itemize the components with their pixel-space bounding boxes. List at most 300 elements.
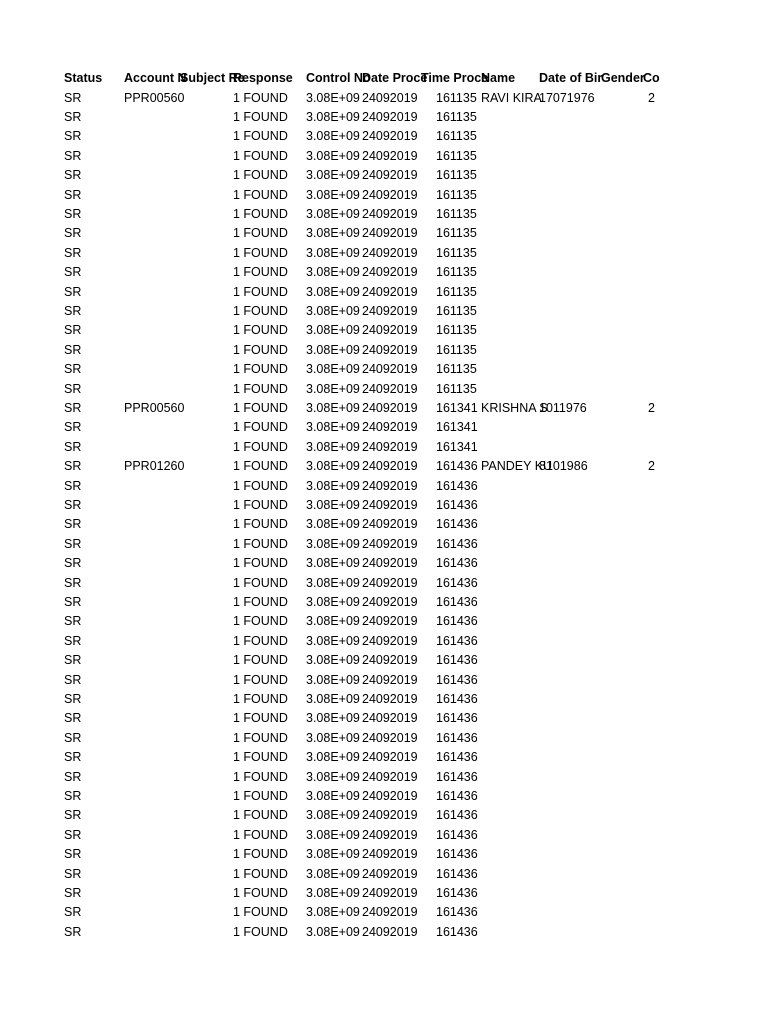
cell-control: 3.08E+09 <box>306 614 360 629</box>
cell-name <box>481 865 537 884</box>
cell-response: 1 FOUND <box>233 420 288 435</box>
cell-dob <box>539 321 601 340</box>
cell-response: 1 FOUND <box>233 265 288 280</box>
cell-date: 24092019 <box>362 362 418 377</box>
cell-control: 3.08E+09 <box>306 556 360 571</box>
table-row <box>0 690 768 709</box>
cell-response: 1 FOUND <box>233 536 288 551</box>
cell-response: 1 FOUND <box>233 730 288 745</box>
cell-account <box>124 923 180 942</box>
cell-co: 2 <box>648 459 655 474</box>
cell-status: SR <box>64 924 82 939</box>
table-row <box>0 651 768 670</box>
cell-name <box>481 690 537 709</box>
table-row <box>0 496 768 515</box>
cell-dob <box>539 108 601 127</box>
cell-control: 3.08E+09 <box>306 866 360 881</box>
cell-time: 161436 <box>436 633 478 648</box>
cell-date: 24092019 <box>362 808 418 823</box>
cell-name <box>481 321 537 340</box>
cell-date: 24092019 <box>362 614 418 629</box>
cell-account <box>124 671 180 690</box>
cell-date: 24092019 <box>362 653 418 668</box>
cell-co <box>648 283 660 302</box>
cell-date: 24092019 <box>362 381 418 396</box>
cell-date: 24092019 <box>362 478 418 493</box>
table-row <box>0 399 768 418</box>
cell-account: PPR00560 <box>124 90 185 105</box>
cell-time: 161436 <box>436 653 478 668</box>
cell-dob <box>539 632 601 651</box>
cell-date: 24092019 <box>362 827 418 842</box>
cell-dob <box>539 341 601 360</box>
cell-time: 161135 <box>436 284 477 299</box>
cell-name <box>481 923 537 942</box>
cell-time: 161135 <box>436 304 477 318</box>
cell-status: SR <box>64 575 82 590</box>
cell-name <box>481 787 537 806</box>
cell-date: 24092019 <box>362 924 418 939</box>
cell-name <box>481 186 537 205</box>
cell-date: 24092019 <box>362 769 418 784</box>
cell-response: 1 FOUND <box>233 168 288 183</box>
cell-account <box>124 360 180 379</box>
cell-date: 24092019 <box>362 148 418 163</box>
cell-date: 24092019 <box>362 575 418 590</box>
header-status: Status <box>64 71 103 85</box>
table-row <box>0 108 768 127</box>
cell-name <box>481 360 537 379</box>
cell-time: 161341 <box>436 439 478 454</box>
cell-date: 24092019 <box>362 536 418 551</box>
cell-name: KRISHNA S <box>481 401 548 415</box>
cell-response: 1 FOUND <box>233 498 288 512</box>
table-row <box>0 535 768 554</box>
cell-co <box>648 224 660 243</box>
cell-control: 3.08E+09 <box>306 90 360 105</box>
cell-time: 161436 <box>436 672 478 687</box>
table-row <box>0 224 768 243</box>
cell-control: 3.08E+09 <box>306 245 360 260</box>
cell-dob <box>539 729 601 748</box>
cell-status: SR <box>64 207 82 221</box>
cell-control: 3.08E+09 <box>306 924 360 939</box>
cell-date: 24092019 <box>362 420 418 435</box>
cell-name <box>481 302 537 321</box>
cell-control: 3.08E+09 <box>306 148 360 163</box>
cell-response: 1 FOUND <box>233 478 288 493</box>
cell-account <box>124 438 180 457</box>
cell-time: 161135 <box>436 129 477 144</box>
cell-name <box>481 224 537 243</box>
cell-dob <box>539 768 601 787</box>
cell-dob <box>539 535 601 554</box>
cell-status: SR <box>64 129 82 144</box>
cell-time: 161436 <box>436 556 478 571</box>
cell-date: 24092019 <box>362 342 418 357</box>
cell-time: 161436 <box>436 827 478 842</box>
cell-control: 3.08E+09 <box>306 750 360 765</box>
table-row <box>0 127 768 146</box>
cell-status: SR <box>64 556 82 571</box>
cell-name <box>481 418 537 437</box>
cell-name <box>481 806 537 825</box>
cell-date: 24092019 <box>362 750 418 765</box>
cell-status: SR <box>64 90 82 105</box>
cell-dob <box>539 826 601 845</box>
cell-co <box>648 186 660 205</box>
cell-response: 1 FOUND <box>233 633 288 648</box>
cell-co <box>648 748 660 767</box>
cell-account: PPR00560 <box>124 401 185 415</box>
cell-time: 161436 <box>436 866 478 881</box>
cell-time: 161436 <box>436 886 478 900</box>
cell-account <box>124 302 180 321</box>
cell-date: 24092019 <box>362 595 418 609</box>
cell-co <box>648 593 660 612</box>
cell-account <box>124 690 180 709</box>
cell-name <box>481 496 537 515</box>
cell-dob <box>539 671 601 690</box>
cell-status: SR <box>64 536 82 551</box>
cell-status: SR <box>64 245 82 260</box>
cell-co <box>648 845 660 864</box>
cell-control: 3.08E+09 <box>306 420 360 435</box>
cell-dob <box>539 147 601 166</box>
cell-co: 2 <box>648 90 655 105</box>
table-row <box>0 593 768 612</box>
cell-account <box>124 341 180 360</box>
cell-control: 3.08E+09 <box>306 498 360 512</box>
cell-control: 3.08E+09 <box>306 362 360 377</box>
table-row <box>0 283 768 302</box>
cell-name <box>481 768 537 787</box>
cell-control: 3.08E+09 <box>306 789 360 803</box>
cell-name <box>481 903 537 922</box>
cell-time: 161135 <box>436 342 477 357</box>
cell-control: 3.08E+09 <box>306 342 360 357</box>
cell-account <box>124 806 180 825</box>
cell-dob <box>539 205 601 224</box>
cell-co <box>648 244 660 263</box>
cell-dob <box>539 166 601 185</box>
cell-account <box>124 535 180 554</box>
cell-name <box>481 147 537 166</box>
cell-account <box>124 321 180 340</box>
cell-response: 1 FOUND <box>233 148 288 163</box>
cell-date: 24092019 <box>362 245 418 260</box>
table-row <box>0 360 768 379</box>
cell-status: SR <box>64 886 82 900</box>
cell-control: 3.08E+09 <box>306 536 360 551</box>
table-row <box>0 89 768 108</box>
table-row <box>0 826 768 845</box>
table-row <box>0 244 768 263</box>
cell-co <box>648 496 660 515</box>
cell-time: 161436 <box>436 614 478 629</box>
cell-dob <box>539 186 601 205</box>
cell-status: SR <box>64 342 82 357</box>
cell-name <box>481 438 537 457</box>
cell-account <box>124 632 180 651</box>
table-row <box>0 341 768 360</box>
cell-co <box>648 205 660 224</box>
cell-time: 161135 <box>436 245 477 260</box>
cell-co <box>648 826 660 845</box>
cell-control: 3.08E+09 <box>306 847 360 862</box>
cell-name <box>481 341 537 360</box>
cell-control: 3.08E+09 <box>306 187 360 202</box>
cell-time: 161135 <box>436 110 477 124</box>
cell-response: 1 FOUND <box>233 614 288 629</box>
cell-time: 161436 <box>436 750 478 765</box>
cell-status: SR <box>64 226 82 241</box>
cell-name <box>481 845 537 864</box>
cell-co <box>648 729 660 748</box>
cell-response: 1 FOUND <box>233 750 288 765</box>
cell-time: 161135 <box>436 362 477 377</box>
cell-control: 3.08E+09 <box>306 439 360 454</box>
cell-time: 161436 <box>436 789 478 803</box>
cell-date: 24092019 <box>362 401 418 415</box>
cell-co <box>648 438 660 457</box>
cell-control: 3.08E+09 <box>306 381 360 396</box>
cell-control: 3.08E+09 <box>306 517 360 532</box>
cell-co <box>648 574 660 593</box>
cell-status: SR <box>64 323 82 338</box>
table-row <box>0 671 768 690</box>
cell-status: SR <box>64 905 82 920</box>
cell-time: 161341 <box>436 420 478 435</box>
cell-account <box>124 593 180 612</box>
cell-co <box>648 321 660 340</box>
cell-control: 3.08E+09 <box>306 808 360 823</box>
cell-time: 161135 <box>436 207 477 221</box>
cell-name <box>481 205 537 224</box>
cell-response: 1 FOUND <box>233 323 288 338</box>
cell-status: SR <box>64 769 82 784</box>
cell-dob <box>539 127 601 146</box>
cell-status: SR <box>64 304 82 318</box>
cell-time: 161436 <box>436 536 478 551</box>
cell-name <box>481 263 537 282</box>
cell-name <box>481 554 537 573</box>
cell-date: 24092019 <box>362 187 418 202</box>
cell-response: 1 FOUND <box>233 789 288 803</box>
table-row <box>0 554 768 573</box>
cell-response: 1 FOUND <box>233 556 288 571</box>
cell-response: 1 FOUND <box>233 207 288 221</box>
cell-name <box>481 166 537 185</box>
cell-response: 1 FOUND <box>233 595 288 609</box>
cell-date: 24092019 <box>362 226 418 241</box>
cell-status: SR <box>64 827 82 842</box>
cell-name <box>481 671 537 690</box>
header-row <box>0 69 768 88</box>
cell-status: SR <box>64 711 82 726</box>
cell-account <box>124 554 180 573</box>
cell-status: SR <box>64 595 82 609</box>
cell-status: SR <box>64 633 82 648</box>
cell-name <box>481 651 537 670</box>
cell-dob <box>539 593 601 612</box>
cell-response: 1 FOUND <box>233 342 288 357</box>
cell-account <box>124 748 180 767</box>
cell-account <box>124 186 180 205</box>
cell-control: 3.08E+09 <box>306 304 360 318</box>
cell-co <box>648 709 660 728</box>
table-row <box>0 632 768 651</box>
cell-response: 1 FOUND <box>233 459 288 474</box>
table-row <box>0 768 768 787</box>
cell-date: 24092019 <box>362 517 418 532</box>
cell-date: 24092019 <box>362 847 418 862</box>
cell-co <box>648 554 660 573</box>
table-row <box>0 515 768 534</box>
cell-account <box>124 826 180 845</box>
cell-response: 1 FOUND <box>233 711 288 726</box>
cell-co <box>648 418 660 437</box>
cell-status: SR <box>64 265 82 280</box>
header-response: Response <box>233 71 293 85</box>
cell-status: SR <box>64 847 82 862</box>
cell-dob <box>539 748 601 767</box>
table-row <box>0 418 768 437</box>
table-row <box>0 574 768 593</box>
cell-response: 1 FOUND <box>233 653 288 668</box>
cell-status: SR <box>64 381 82 396</box>
cell-dob: 17071976 <box>539 90 595 105</box>
table-row <box>0 147 768 166</box>
cell-response: 1 FOUND <box>233 866 288 881</box>
cell-co <box>648 515 660 534</box>
cell-date: 24092019 <box>362 730 418 745</box>
cell-dob <box>539 903 601 922</box>
cell-response: 1 FOUND <box>233 362 288 377</box>
cell-control: 3.08E+09 <box>306 672 360 687</box>
cell-dob <box>539 244 601 263</box>
cell-name <box>481 884 537 903</box>
cell-dob <box>539 263 601 282</box>
cell-time: 161135 <box>436 381 477 396</box>
cell-name <box>481 593 537 612</box>
cell-co <box>648 477 660 496</box>
cell-account <box>124 418 180 437</box>
cell-status: SR <box>64 110 82 124</box>
cell-dob: 8101986 <box>539 459 588 474</box>
cell-date: 24092019 <box>362 129 418 144</box>
table-row <box>0 612 768 631</box>
cell-co <box>648 903 660 922</box>
cell-account <box>124 380 180 399</box>
cell-account <box>124 496 180 515</box>
cell-name <box>481 477 537 496</box>
header-date: Date Proce <box>362 71 428 85</box>
cell-dob <box>539 574 601 593</box>
cell-co <box>648 923 660 942</box>
cell-control: 3.08E+09 <box>306 478 360 493</box>
cell-date: 24092019 <box>362 439 418 454</box>
cell-status: SR <box>64 692 82 706</box>
cell-name <box>481 127 537 146</box>
cell-account <box>124 845 180 864</box>
cell-response: 1 FOUND <box>233 401 288 415</box>
cell-dob <box>539 283 601 302</box>
cell-co <box>648 535 660 554</box>
cell-date: 24092019 <box>362 789 418 803</box>
cell-account <box>124 127 180 146</box>
table-row <box>0 186 768 205</box>
cell-dob <box>539 477 601 496</box>
cell-account <box>124 865 180 884</box>
cell-response: 1 FOUND <box>233 226 288 241</box>
cell-name <box>481 380 537 399</box>
cell-name <box>481 632 537 651</box>
cell-response: 1 FOUND <box>233 575 288 590</box>
cell-co <box>648 884 660 903</box>
header-dob: Date of Bir <box>539 71 603 85</box>
cell-time: 161341 <box>436 401 478 415</box>
cell-date: 24092019 <box>362 711 418 726</box>
cell-status: SR <box>64 730 82 745</box>
cell-account <box>124 651 180 670</box>
table-row <box>0 845 768 864</box>
cell-date: 24092019 <box>362 692 418 706</box>
cell-status: SR <box>64 866 82 881</box>
cell-time: 161436 <box>436 517 478 532</box>
cell-control: 3.08E+09 <box>306 653 360 668</box>
cell-co <box>648 612 660 631</box>
cell-account <box>124 709 180 728</box>
cell-name <box>481 748 537 767</box>
table-row <box>0 729 768 748</box>
cell-time: 161436 <box>436 711 478 726</box>
cell-status: SR <box>64 187 82 202</box>
cell-time: 161436 <box>436 595 478 609</box>
cell-dob <box>539 515 601 534</box>
cell-time: 161436 <box>436 808 478 823</box>
cell-date: 24092019 <box>362 265 418 280</box>
table-row <box>0 709 768 728</box>
cell-co <box>648 380 660 399</box>
cell-control: 3.08E+09 <box>306 711 360 726</box>
cell-account: PPR01260 <box>124 459 185 474</box>
cell-dob <box>539 302 601 321</box>
table-row <box>0 263 768 282</box>
cell-date: 24092019 <box>362 304 418 318</box>
cell-co <box>648 341 660 360</box>
cell-name <box>481 826 537 845</box>
cell-status: SR <box>64 148 82 163</box>
cell-date: 24092019 <box>362 905 418 920</box>
cell-date: 24092019 <box>362 672 418 687</box>
cell-response: 1 FOUND <box>233 245 288 260</box>
cell-response: 1 FOUND <box>233 304 288 318</box>
cell-date: 24092019 <box>362 90 418 105</box>
cell-account <box>124 729 180 748</box>
table-row <box>0 166 768 185</box>
cell-dob <box>539 884 601 903</box>
cell-account <box>124 612 180 631</box>
cell-control: 3.08E+09 <box>306 401 360 415</box>
cell-dob <box>539 787 601 806</box>
cell-time: 161135 <box>436 323 477 338</box>
cell-control: 3.08E+09 <box>306 886 360 900</box>
cell-account <box>124 283 180 302</box>
cell-date: 24092019 <box>362 886 418 900</box>
cell-date: 24092019 <box>362 633 418 648</box>
cell-dob <box>539 806 601 825</box>
